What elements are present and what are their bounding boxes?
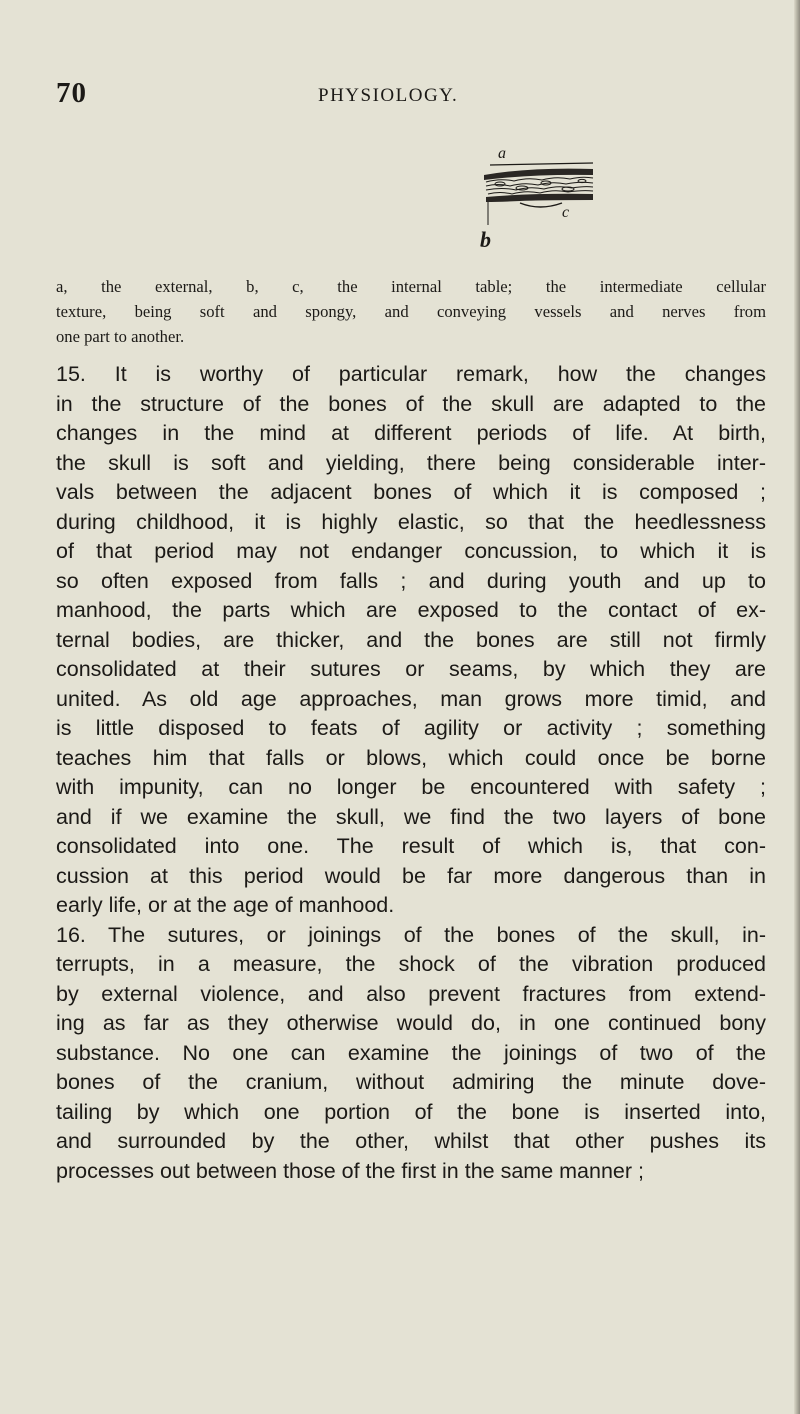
text-line: vals between the adjacent bones of which it is composed ;: [56, 480, 766, 504]
figure-label-b: b: [480, 227, 491, 252]
text-line: during childhood, it is highly elastic, so that the heedlessness: [56, 509, 766, 534]
page-edge: [794, 0, 800, 1414]
running-title: PHYSIOLOGY.: [318, 85, 459, 106]
text-line: by external violence, and also prevent fractures from extend-: [56, 981, 766, 1006]
figure-caption: [56, 274, 766, 349]
caption-line: one part to another.: [56, 327, 185, 346]
skull-bone-cross-section-figure: [470, 145, 595, 250]
text-line: in the structure of the bones of the skull are adapted to the: [56, 391, 766, 416]
text-line: and surrounded by the other, whilst that other pushes its: [56, 1129, 766, 1153]
text-line: 15. It is worthy of particular remark, how the changes: [56, 362, 766, 386]
text-line: bones of the cranium, without admiring the minute dove-: [56, 1070, 766, 1094]
text-line: early life, or at the age of manhood.: [56, 893, 395, 917]
text-line: is little disposed to feats of agility or activity ; something: [56, 716, 766, 740]
text-line: with impunity, can no longer be encountered with safety ;: [56, 775, 766, 799]
text-line: tailing by which one portion of the bone is inserted into,: [56, 1099, 766, 1124]
text-line: substance. No one can examine the joinings of two of the: [56, 1040, 766, 1065]
text-line: teaches him that falls or blows, which could once be borne: [56, 745, 766, 770]
page-header: [0, 78, 800, 108]
text-line: and if we examine the skull, we find the two layers of bone: [56, 804, 766, 829]
text-line: united. As old age approaches, man grows more timid, and: [56, 686, 766, 711]
text-line: changes in the mind at different periods of life. At birth,: [56, 421, 766, 445]
text-line: ternal bodies, are thicker, and the bones are still not firmly: [56, 627, 766, 652]
body-text: [56, 360, 766, 1186]
paragraph-16: [56, 921, 766, 1187]
figure-label-a: a: [498, 145, 506, 162]
text-line: ing as far as they otherwise would do, in one continued bony: [56, 1011, 766, 1035]
text-line: processes out between those of the first in the same manner ;: [56, 1158, 644, 1183]
text-line: manhood, the parts which are exposed to the contact of ex-: [56, 598, 766, 622]
text-line: 16. The sutures, or joinings of the bones of the skull, in-: [56, 922, 766, 947]
paragraph-15: [56, 360, 766, 921]
text-line: terrupts, in a measure, the shock of the vibration produced: [56, 952, 766, 976]
text-line: consolidated at their sutures or seams, by which they are: [56, 657, 766, 681]
text-line: the skull is soft and yielding, there being considerable inter-: [56, 450, 766, 475]
figure-label-c: c: [562, 204, 570, 221]
text-line: consolidated into one. The result of which is, that con-: [56, 834, 766, 858]
caption-line: texture, being soft and spongy, and conveying vessels and nerves from: [56, 302, 766, 321]
text-line: so often exposed from falls ; and during youth and up to: [56, 568, 766, 593]
text-line: cussion at this period would be far more dangerous than in: [56, 863, 766, 888]
text-line: of that period may not endanger concussion, to which it is: [56, 539, 766, 563]
page-number: 70: [56, 77, 87, 109]
caption-line: a, the external, b, c, the internal table; the intermediate cellular: [56, 277, 766, 296]
